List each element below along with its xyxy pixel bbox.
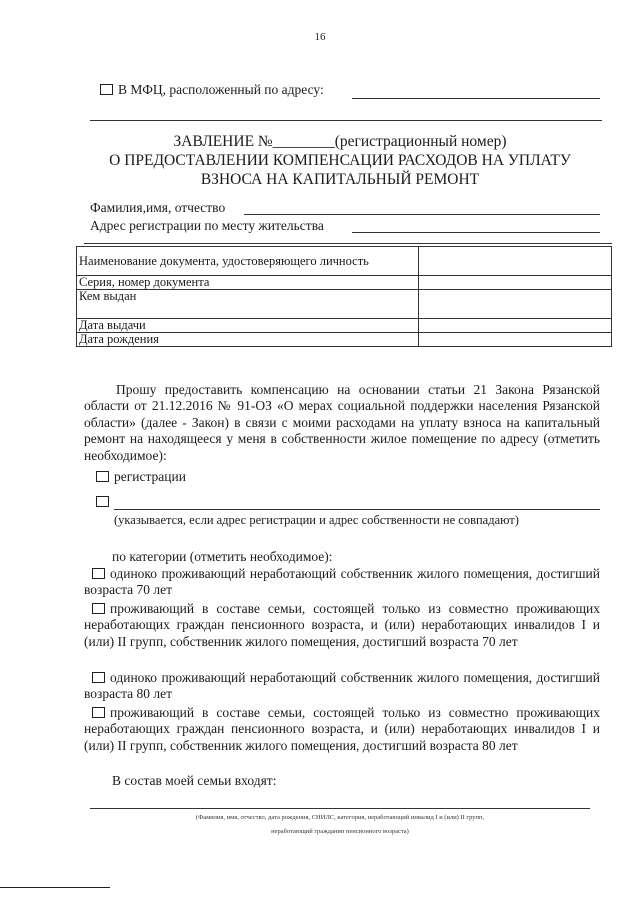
- other-address-note: (указывается, если адрес регистрации и адрес собственности не совпадают): [114, 513, 519, 527]
- category-3-label: одиноко проживающий неработающий собственник жилого помещения, достигший возраста 80 лет: [84, 670, 600, 702]
- title-line-3: ВЗНОСА НА КАПИТАЛЬНЫЙ РЕМОНТ: [200, 171, 480, 188]
- table-row: [77, 247, 612, 276]
- page-number: 16: [314, 31, 326, 43]
- title-line-1: ЗАВЛЕНИЕ №________(регистрационный номер): [173, 133, 507, 150]
- identity-document-table: [76, 246, 612, 347]
- registration-option-label: регистрации: [114, 469, 186, 484]
- doc-series-value[interactable]: [419, 276, 612, 290]
- full-name-label: Фамилия,имя, отчество: [90, 200, 226, 215]
- mfc-option-label: В МФЦ, расположенный по адресу:: [118, 82, 324, 97]
- category-option-1[interactable]: [84, 566, 600, 599]
- category-intro: по категории (отметить необходимое):: [112, 549, 333, 564]
- category-option-4[interactable]: [84, 705, 600, 754]
- doc-issuer-label: Кем выдан: [77, 290, 419, 319]
- birth-date-value[interactable]: [419, 333, 612, 347]
- address-option-registration[interactable]: [96, 469, 186, 485]
- address-line[interactable]: [352, 232, 600, 233]
- category-1-checkbox[interactable]: [92, 568, 105, 579]
- table-row: [77, 276, 612, 290]
- doc-issue-date-label: Дата выдачи: [77, 319, 419, 333]
- category-3-checkbox[interactable]: [92, 672, 105, 683]
- category-2-checkbox[interactable]: [92, 603, 105, 614]
- family-note-line-2: неработающий гражданин пенсионного возраста): [271, 828, 409, 835]
- page-bottom-rule: [0, 887, 110, 888]
- address-label: Адрес регистрации по месту жительства: [90, 218, 324, 233]
- mfc-address-line[interactable]: [352, 98, 600, 99]
- form-title: [90, 132, 590, 189]
- table-row: [77, 319, 612, 333]
- category-4-checkbox[interactable]: [92, 707, 105, 718]
- doc-type-label: Наименование документа, удостоверяющего личность: [77, 247, 419, 276]
- family-intro: В состав моей семьи входят:: [112, 773, 277, 788]
- title-line-2: О ПРЕДОСТАВЛЕНИИ КОМПЕНСАЦИИ РАСХОДОВ НА УПЛАТУ: [109, 152, 571, 169]
- mfc-checkbox[interactable]: [100, 84, 113, 95]
- request-paragraph: Прошу предоставить компенсацию на основании статьи 21 Закона Рязанской области от 21.12.2016 № 91-ОЗ «О мерах социальной поддержки населения Рязанской области» (далее - Закон) в связи с моими расходами на уплату взноса на капитальный ремонт на находящееся у меня в собственности жилое помещение по адресу (отметить необходимое):: [84, 382, 600, 463]
- table-row: [77, 333, 612, 347]
- family-members-line[interactable]: [90, 808, 590, 809]
- doc-series-label: Серия, номер документа: [77, 276, 419, 290]
- mfc-option[interactable]: [100, 82, 324, 98]
- category-4-label: проживающий в составе семьи, состоящей только из совместно проживающих неработающих граждан пенсионного возраста, и (или) неработающих инвалидов I и (или) II групп, собственник жилого помещения, достигший возраста 80 лет: [84, 705, 600, 753]
- doc-type-value[interactable]: [419, 247, 612, 276]
- other-address-checkbox[interactable]: [96, 496, 109, 507]
- family-note-line-1: (Фамилия, имя, отчество, дата рождения, СНИЛС, категория, неработающий инвалид I и (или) II групп,: [195, 814, 485, 821]
- address-line-2[interactable]: [84, 243, 612, 244]
- doc-issuer-value[interactable]: [419, 290, 612, 319]
- category-1-label: одиноко проживающий неработающий собственник жилого помещения, достигший возраста 70 лет: [84, 566, 600, 598]
- registration-checkbox[interactable]: [96, 471, 109, 482]
- address-option-other[interactable]: [96, 494, 114, 510]
- birth-date-label: Дата рождения: [77, 333, 419, 347]
- category-2-label: проживающий в составе семьи, состоящей только из совместно проживающих неработающих граждан пенсионного возраста, и (или) неработающих инвалидов I и (или) II групп, собственник жилого помещения, достигший возраста 70 лет: [84, 601, 600, 649]
- family-note: [90, 811, 590, 839]
- mfc-address-line-2[interactable]: [90, 120, 602, 121]
- doc-issue-date-value[interactable]: [419, 319, 612, 333]
- category-option-3[interactable]: [84, 670, 600, 703]
- full-name-line[interactable]: [244, 214, 600, 215]
- category-option-2[interactable]: [84, 601, 600, 650]
- other-address-line[interactable]: [114, 509, 600, 510]
- table-row: [77, 290, 612, 319]
